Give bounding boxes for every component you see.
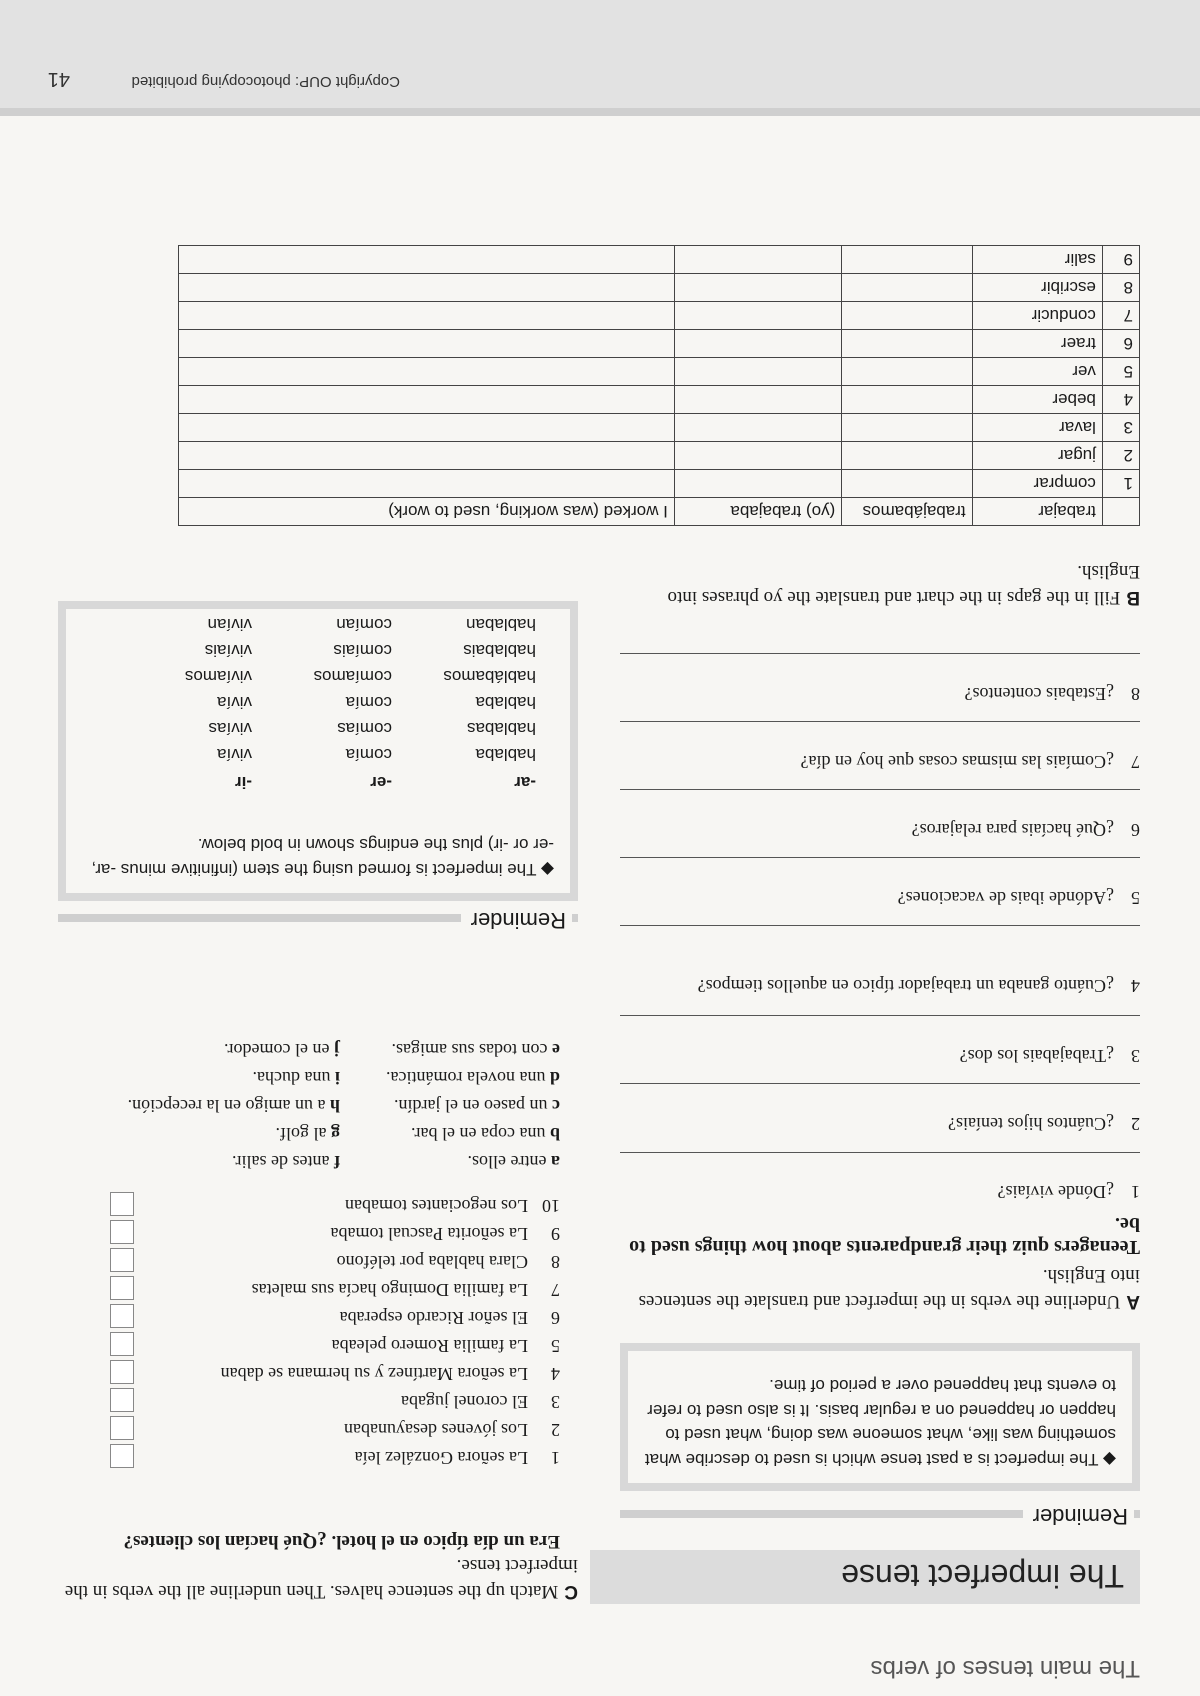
question-number: 2 [1131,1114,1140,1134]
conjugation-form: hablaba [475,693,536,712]
conjugation-form: comía [345,745,392,764]
ending-letter: g [331,1124,340,1144]
ending-letter: a [551,1152,560,1172]
item-number: 7 [551,1280,560,1300]
blank-cell[interactable] [842,414,972,442]
ending-column-header: -er [370,773,392,792]
table-row [179,414,1140,442]
item-number: 4 [551,1364,560,1384]
reminder-label: Reminder [461,907,572,933]
conjugation-form: hablábamos [443,667,536,686]
item-number: 3 [551,1392,560,1412]
blank-cell[interactable] [674,274,841,302]
question-number: 1 [1131,1182,1140,1202]
conjugation-form: comían [336,615,392,634]
instruction-text: Fill in the gaps in the chart and translate the yo phrases into English. [667,561,1140,608]
exercise-letter: A [1126,1291,1140,1312]
conjugation-form: hablabas [466,719,536,738]
table-row [179,246,1140,274]
blank-cell[interactable] [842,442,972,470]
ending-letter: f [334,1152,340,1172]
item-number: 2 [551,1420,560,1440]
blank-cell[interactable] [674,302,841,330]
ending-text: una novela romántica. [386,1068,546,1088]
conjugation-form: vivían [207,615,252,634]
item-text: La señora González leía [354,1448,528,1468]
question-8 [620,683,1140,704]
conjugation-form: hablaban [466,615,536,634]
item-number: 8 [551,1252,560,1272]
exercise-letter: C [564,1581,578,1602]
ending-e [392,1039,560,1060]
blank-cell[interactable] [179,302,675,330]
page-title: The imperfect tense [841,1558,1124,1594]
question-4 [620,973,1140,998]
ending-text: una ducha. [252,1068,331,1088]
ending-a [468,1151,560,1172]
item-number: 9 [551,1224,560,1244]
reminder-label: Reminder [1023,1503,1134,1529]
instruction-text: Match up the sentence halves. Then underline all the verbs in the imperfect tense. [64,1555,578,1602]
row-number: 7 [1102,302,1139,330]
blank-cell[interactable] [179,442,675,470]
verb-table [178,245,1140,526]
ending-text: en el comedor. [224,1040,330,1060]
question-2 [620,1113,1140,1134]
question-text: ¿Cuánto ganaba un trabajador típico en aquellos tiempos? [697,976,1114,996]
sentence-start-3 [401,1391,560,1412]
conjugation-form: comíais [333,641,392,660]
item-number: 5 [551,1336,560,1356]
sentence-start-1 [355,1447,560,1468]
question-number: 6 [1131,820,1140,840]
item-text: La señora Martínez y su hermana se daban [220,1364,528,1384]
table-header-row [179,498,1140,526]
question-text: ¿Cuántos hijos teníais? [948,1114,1114,1134]
verb-infinitive: jugar [972,442,1102,470]
bullet-icon: ◆ [536,860,554,879]
ending-text: un paseo en el jardín. [394,1096,548,1116]
answer-checkbox[interactable] [110,1276,134,1300]
table-row [179,386,1140,414]
table-row [179,274,1140,302]
answer-checkbox[interactable] [110,1444,134,1468]
sentence-start-6 [340,1307,560,1328]
blank-cell[interactable] [842,386,972,414]
item-text: Los jóvenes desayunaban [344,1420,528,1440]
conjugation-form: vivía [217,693,252,712]
ending-letter: c [552,1096,560,1116]
blank-cell[interactable] [674,246,841,274]
question-number: 4 [1131,976,1140,996]
ending-text: entre ellos. [467,1152,547,1172]
blank-cell[interactable] [179,470,675,498]
table-cell: trabajar [972,498,1102,526]
verb-infinitive: escribir [972,274,1102,302]
question-text: ¿Estabais contentos? [964,684,1114,704]
blank-cell[interactable] [842,274,972,302]
exercise-b-instruction [620,559,1140,610]
question-number: 3 [1131,1046,1140,1066]
conjugation-form: vivía [217,745,252,764]
verb-infinitive: lavar [972,414,1102,442]
row-number: 6 [1102,330,1139,358]
verb-infinitive: salir [972,246,1102,274]
running-head: The main tenses of verbs [870,1655,1140,1682]
question-text: ¿Qué hacíais para relajaros? [911,820,1114,840]
item-text: Clara hablaba por teléfono [336,1252,528,1272]
question-text: ¿Adónde ibais de vacaciones? [897,888,1114,908]
blank-cell[interactable] [179,414,675,442]
question-1 [620,1181,1140,1202]
table-row [179,442,1140,470]
ending-letter: e [552,1040,560,1060]
sentence-start-10 [345,1195,560,1216]
table-row [179,330,1140,358]
verb-infinitive: comprar [972,470,1102,498]
sentence-start-2 [344,1419,560,1440]
answer-checkbox[interactable] [110,1220,134,1244]
answer-checkbox[interactable] [110,1332,134,1356]
question-5 [620,887,1140,908]
answer-checkbox[interactable] [110,1416,134,1440]
ending-column-header: -ir [235,773,252,792]
exercise-c-title: Era un día típico en el hotel. ¿Qué hacían los clientes? [123,1531,560,1552]
item-text: La familia Domingo hacía sus maletas [251,1280,528,1300]
row-number: 3 [1102,414,1139,442]
answer-checkbox[interactable] [110,1388,134,1412]
question-text: ¿Dónde vivíais? [997,1182,1114,1202]
table-cell: trabajábamos [842,498,972,526]
item-text: La familia Romero peleaba [331,1336,528,1356]
question-7 [620,751,1140,772]
exercise-c-instruction [58,1553,578,1604]
answer-line[interactable] [620,1152,1140,1153]
answer-line[interactable] [620,1015,1140,1016]
question-6 [620,819,1140,840]
ending-g [276,1123,341,1144]
conjugation-form: comías [337,719,392,738]
ending-letter: h [329,1096,340,1116]
question-number: 5 [1131,888,1140,908]
question-text: ¿Comíais las mismas cosas que hoy en día? [800,752,1114,772]
conjugation-form: hablabais [463,641,536,660]
verb-infinitive: conducir [972,302,1102,330]
blank-cell[interactable] [842,358,972,386]
blank-cell[interactable] [674,470,841,498]
blank-cell[interactable] [179,358,675,386]
answer-checkbox[interactable] [110,1192,134,1216]
ending-text: al golf. [275,1124,327,1144]
table-cell: I worked (was working, used to work) [179,498,675,526]
row-number: 9 [1102,246,1139,274]
question-number: 8 [1131,684,1140,704]
conjugation-form: vivíamos [184,667,252,686]
answer-checkbox[interactable] [110,1304,134,1328]
verb-infinitive: ver [972,358,1102,386]
item-text: La señorita Pascual tomaba [330,1224,528,1244]
blank-cell[interactable] [179,274,675,302]
scanner-background [0,0,1200,108]
answer-checkbox[interactable] [110,1248,134,1272]
row-number: 5 [1102,358,1139,386]
item-number: 6 [551,1308,560,1328]
answer-line[interactable] [620,721,1140,722]
question-number: 7 [1131,752,1140,772]
ending-c [394,1095,560,1116]
conjugation-form: vivías [208,719,252,738]
item-text: Los negociantes tomaban [345,1196,528,1216]
exercise-a-title: Teenagers quiz their grandparents about how things used to be. [629,1213,1140,1258]
answer-checkbox[interactable] [110,1360,134,1384]
ending-d [386,1067,560,1088]
blank-cell[interactable] [674,442,841,470]
item-number: 1 [551,1448,560,1468]
sentence-start-4 [221,1363,560,1384]
table-cell: (yo) trabajaba [674,498,841,526]
row-number: 1 [1102,470,1139,498]
title-bar [590,1550,1140,1604]
ending-i [253,1067,340,1088]
blank-cell[interactable] [179,246,675,274]
page-number: 41 [47,68,70,90]
ending-text: a un amigo en la recepción. [127,1096,326,1116]
item-text: El señor Ricardo esperaba [339,1308,528,1328]
bullet-icon: ◆ [1098,1450,1116,1469]
ending-column-header: -ar [514,773,536,792]
blank-cell[interactable] [179,330,675,358]
ending-f [232,1151,340,1172]
table-row [179,302,1140,330]
answer-line[interactable] [620,789,1140,790]
blank-cell[interactable] [674,414,841,442]
question-3 [620,1045,1140,1066]
row-number: 8 [1102,274,1139,302]
reminder-box [620,1343,1140,1491]
row-number: 2 [1102,442,1139,470]
answer-line[interactable] [620,653,1140,654]
item-text: El coronel jugaba [401,1392,528,1412]
ending-letter: i [334,1068,340,1088]
blank-cell[interactable] [179,386,675,414]
answer-line[interactable] [620,1083,1140,1084]
reminder-text: The imperfect is formed using the stem (infinitive minus -ar, -er or -ir) plus the endings shown in bold below. [91,835,554,879]
blank-cell[interactable] [674,386,841,414]
exercise-letter: B [1126,587,1140,608]
ending-b [411,1123,560,1144]
copyright-notice: Copyright OUP: photocopying prohibited [131,73,400,90]
ending-h [128,1095,340,1116]
blank-cell[interactable] [674,358,841,386]
conjugation-form: comía [345,693,392,712]
table-row [179,358,1140,386]
reminder-text: The imperfect is a past tense which is used to describe what something was like, what someone was doing, what used to happen or happened on a regular basis. It is also used to refer to events that happened over a period of time. [644,1376,1116,1469]
table-cell [1102,498,1139,526]
exercise-a-instruction [620,1263,1140,1314]
blank-cell[interactable] [842,302,972,330]
conjugation-form: vivíais [204,641,252,660]
blank-cell[interactable] [842,330,972,358]
question-text: ¿Trabajabais los dos? [959,1046,1114,1066]
item-number: 10 [542,1196,560,1216]
ending-letter: d [549,1068,560,1088]
blank-cell[interactable] [842,470,972,498]
ending-j [224,1039,340,1060]
blank-cell[interactable] [842,246,972,274]
row-number: 4 [1102,386,1139,414]
conjugation-form: comíamos [313,667,392,686]
blank-cell[interactable] [674,330,841,358]
ending-text: antes de salir. [232,1152,330,1172]
ending-text: con todas sus amigas. [391,1040,548,1060]
sentence-endings [40,992,560,1172]
ending-letter: j [334,1040,340,1060]
answer-line[interactable] [620,925,1140,926]
ending-text: una copa en el bar. [411,1124,546,1144]
answer-line[interactable] [620,857,1140,858]
conjugation-form: hablaba [475,745,536,764]
sentence-start-7 [252,1279,560,1300]
instruction-text: Underline the verbs in the imperfect and translate the sentences into English. [638,1265,1140,1312]
sentence-start-9 [331,1223,560,1244]
table-row [179,470,1140,498]
ending-letter: b [549,1124,560,1144]
sentence-start-8 [337,1251,560,1272]
sentence-start-5 [332,1335,560,1356]
verb-infinitive: traer [972,330,1102,358]
verb-infinitive: beber [972,386,1102,414]
